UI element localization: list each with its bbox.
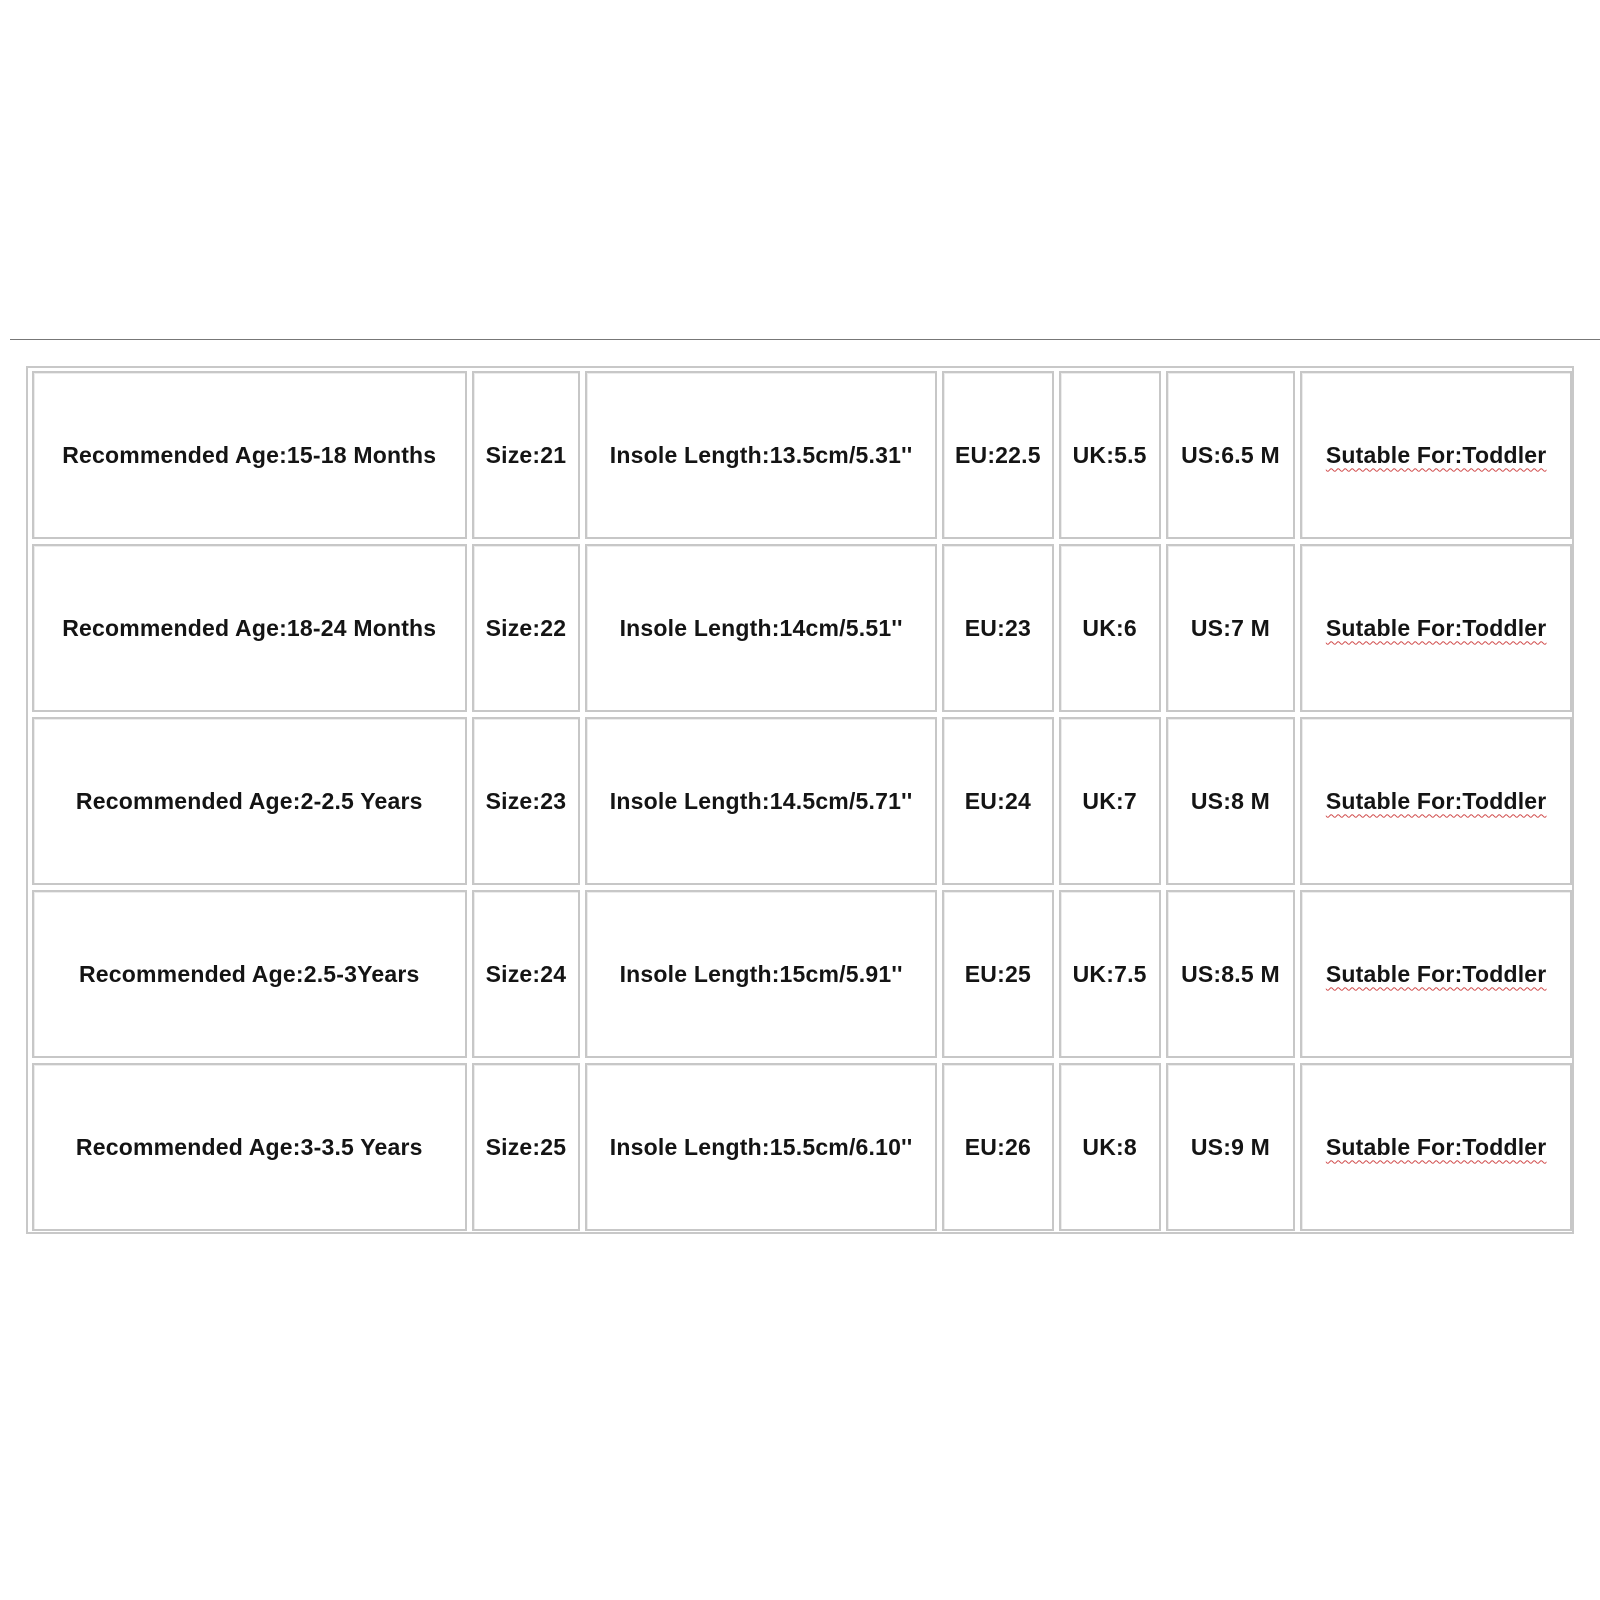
us-size-cell: US:9 M — [1166, 1063, 1296, 1231]
eu-size-cell: EU:25 — [942, 890, 1054, 1058]
us-size-cell: US:6.5 M — [1166, 371, 1296, 539]
suitable-for-text: Sutable For:Toddler — [1325, 960, 1547, 987]
insole-length-cell: Insole Length:14cm/5.51'' — [585, 544, 937, 712]
size-cell: Size:24 — [472, 890, 581, 1058]
size-chart-table — [27, 366, 1577, 1236]
age-cell: Recommended Age:15-18 Months — [32, 371, 467, 539]
size-chart-frame — [26, 366, 1574, 1234]
table-row — [32, 371, 1572, 539]
suitable-for-cell — [1300, 890, 1572, 1058]
suitable-for-cell — [1300, 371, 1572, 539]
age-cell: Recommended Age:2-2.5 Years — [32, 717, 467, 885]
eu-size-cell: EU:23 — [942, 544, 1054, 712]
size-cell: Size:25 — [472, 1063, 581, 1231]
age-cell: Recommended Age:2.5-3Years — [32, 890, 467, 1058]
table-row — [32, 1063, 1572, 1231]
eu-size-cell: EU:22.5 — [942, 371, 1054, 539]
us-size-cell: US:8 M — [1166, 717, 1296, 885]
insole-length-cell: Insole Length:14.5cm/5.71'' — [585, 717, 937, 885]
suitable-for-text: Sutable For:Toddler — [1325, 787, 1547, 814]
suitable-for-text: Sutable For:Toddler — [1325, 614, 1547, 641]
uk-size-cell: UK:7 — [1059, 717, 1161, 885]
uk-size-cell: UK:6 — [1059, 544, 1161, 712]
age-cell: Recommended Age:3-3.5 Years — [32, 1063, 467, 1231]
table-row — [32, 544, 1572, 712]
table-row — [32, 717, 1572, 885]
us-size-cell: US:7 M — [1166, 544, 1296, 712]
uk-size-cell: UK:8 — [1059, 1063, 1161, 1231]
eu-size-cell: EU:26 — [942, 1063, 1054, 1231]
suitable-for-text: Sutable For:Toddler — [1325, 1133, 1547, 1160]
suitable-for-cell — [1300, 1063, 1572, 1231]
insole-length-cell: Insole Length:15cm/5.91'' — [585, 890, 937, 1058]
size-cell: Size:21 — [472, 371, 581, 539]
uk-size-cell: UK:5.5 — [1059, 371, 1161, 539]
suitable-for-cell — [1300, 717, 1572, 885]
suitable-for-cell — [1300, 544, 1572, 712]
eu-size-cell: EU:24 — [942, 717, 1054, 885]
horizontal-divider — [10, 339, 1600, 340]
size-cell: Size:22 — [472, 544, 581, 712]
insole-length-cell: Insole Length:13.5cm/5.31'' — [585, 371, 937, 539]
size-cell: Size:23 — [472, 717, 581, 885]
age-cell: Recommended Age:18-24 Months — [32, 544, 467, 712]
us-size-cell: US:8.5 M — [1166, 890, 1296, 1058]
insole-length-cell: Insole Length:15.5cm/6.10'' — [585, 1063, 937, 1231]
uk-size-cell: UK:7.5 — [1059, 890, 1161, 1058]
suitable-for-text: Sutable For:Toddler — [1325, 441, 1547, 468]
table-row — [32, 890, 1572, 1058]
